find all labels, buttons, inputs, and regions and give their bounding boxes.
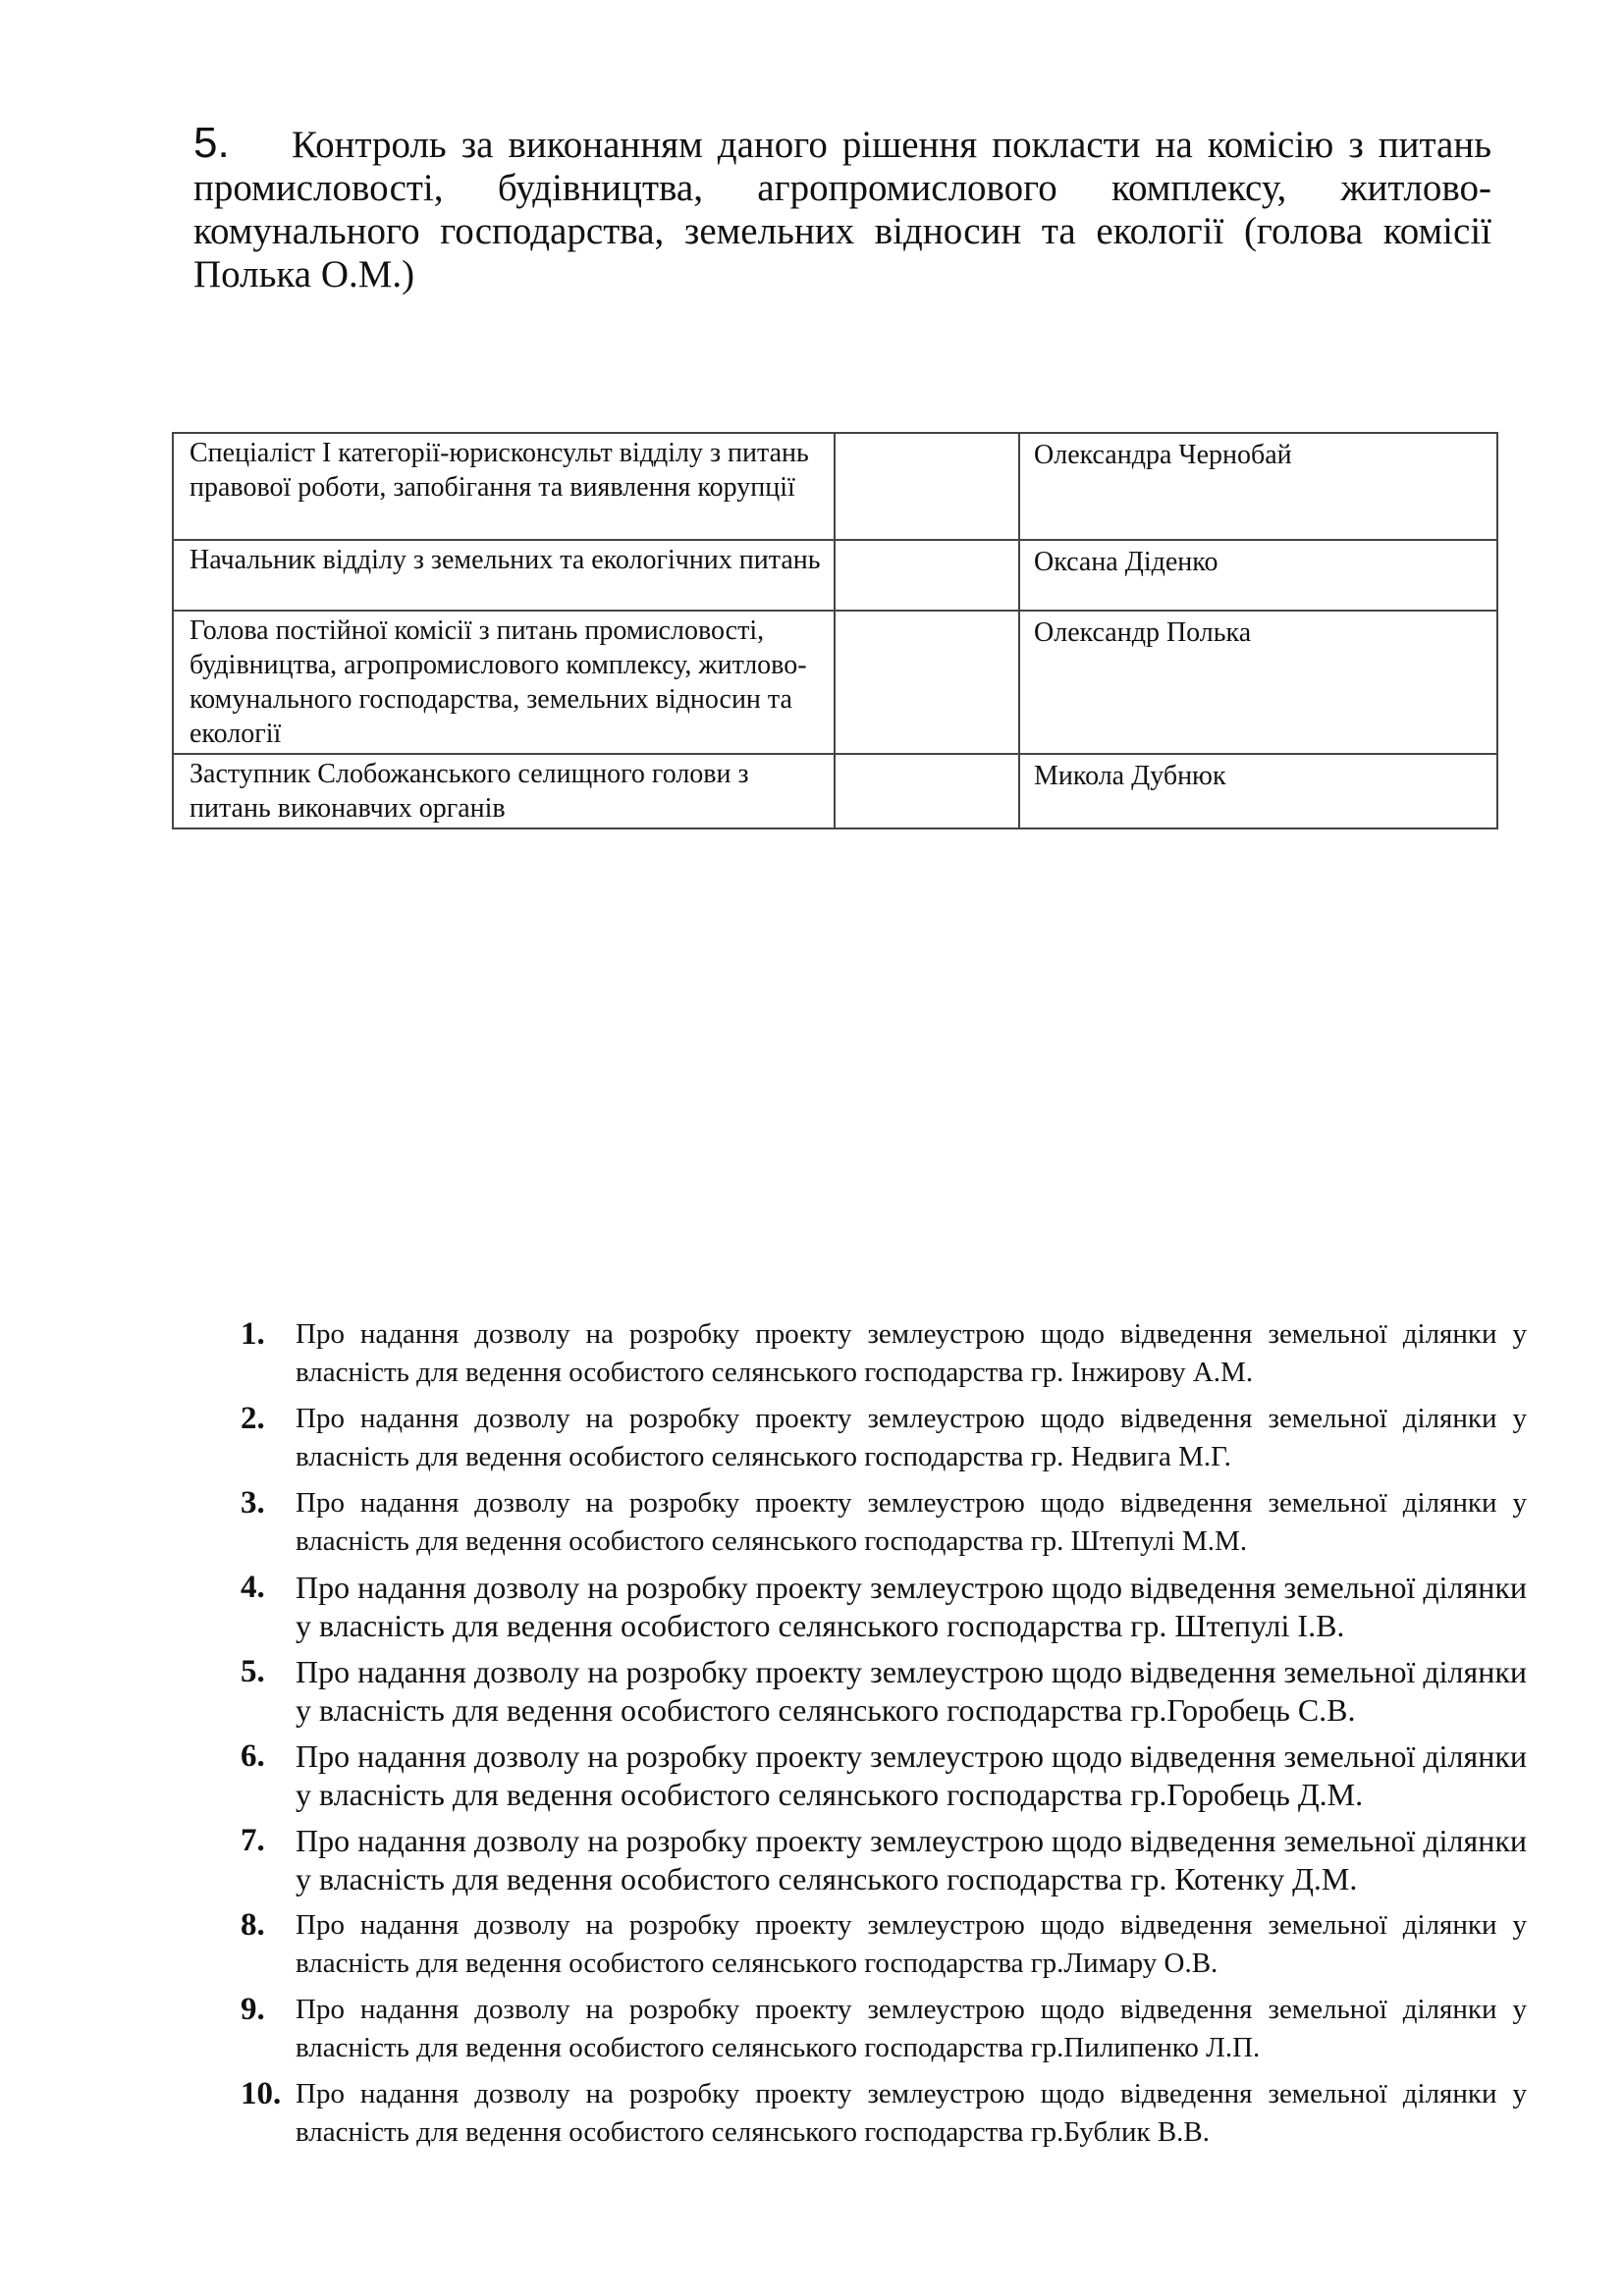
signature-cell (835, 754, 1019, 828)
list-item (241, 1484, 1527, 1561)
list-item-number: 2. (241, 1401, 265, 1436)
table-row (173, 433, 1497, 540)
position-cell: Спеціаліст І категорії-юрисконсульт відділу з питань правової роботи, запобігання та виявлення корупції (173, 433, 835, 540)
list-item-text: Про надання дозволу на розробку проекту землеустрою щодо відведення земельної ділянки у власність для ведення особистого селянського господарства гр. Штепулі М.М. (296, 1487, 1527, 1557)
list-item-text: Про надання дозволу на розробку проекту землеустрою щодо відведення земельної ділянки у власність для ведення особистого селянського господарства гр. Інжирову А.М. (296, 1318, 1527, 1388)
position-cell: Заступник Слобожанського селищного голови з питань виконавчих органів (173, 754, 835, 828)
list-item (241, 1653, 1527, 1730)
list-item-number: 6. (241, 1738, 265, 1774)
list-item-text: Про надання дозволу на розробку проекту землеустрою щодо відведення земельної ділянки у власність для ведення особистого селянського господарства гр.Бублик В.В. (296, 2078, 1527, 2148)
table-row (173, 754, 1497, 828)
list-item (241, 1991, 1527, 2067)
name-cell: Олександра Чернобай (1019, 433, 1497, 540)
list-item-number: 1. (241, 1316, 265, 1352)
control-paragraph (193, 119, 1491, 296)
list-item (241, 1569, 1527, 1645)
list-item-text: Про надання дозволу на розробку проекту землеустрою щодо відведення земельної ділянки у власність для ведення особистого селянського господарства гр. Котенку Д.М. (296, 1823, 1527, 1896)
list-item-number: 9. (241, 1992, 265, 2027)
name-cell: Микола Дубнюк (1019, 754, 1497, 828)
list-item-number: 7. (241, 1823, 265, 1858)
position-cell: Начальник відділу з земельних та екологічних питань (173, 540, 835, 611)
list-item-text: Про надання дозволу на розробку проекту землеустрою щодо відведення земельної ділянки у власність для ведення особистого селянського господарства гр. Штепулі І.В. (296, 1570, 1527, 1643)
list-item (241, 1822, 1527, 1898)
signature-cell (835, 611, 1019, 754)
list-item (241, 1315, 1527, 1392)
list-item-number: 5. (241, 1654, 265, 1689)
list-item (241, 1737, 1527, 1814)
position-cell: Голова постійної комісії з питань промисловості, будівництва, агропромислового комплексу, житлово-комунального господарства, земельних відносин та екології (173, 611, 835, 754)
list-item-number: 4. (241, 1570, 265, 1605)
list-item-text: Про надання дозволу на розробку проекту землеустрою щодо відведення земельної ділянки у власність для ведення особистого селянського господарства гр.Горобець С.В. (296, 1654, 1527, 1728)
table-row (173, 611, 1497, 754)
signature-cell (835, 540, 1019, 611)
list-item-text: Про надання дозволу на розробку проекту землеустрою щодо відведення земельної ділянки у власність для ведення особистого селянського господарства гр.Пилипенко Л.П. (296, 1994, 1527, 2063)
list-item-text: Про надання дозволу на розробку проекту землеустрою щодо відведення земельної ділянки у власність для ведення особистого селянського господарства гр.Горобець Д.М. (296, 1738, 1527, 1812)
list-item-number: 10. (241, 2076, 282, 2111)
list-item (241, 1906, 1527, 1983)
list-item-number: 8. (241, 1907, 265, 1943)
paragraph-text: Контроль за виконанням даного рішення покласти на комісію з питань промисловості, будівництва, агропромислового комплексу, житлово-комунального господарства, земельних відносин та екології (голова комісії Полька О.М.) (193, 124, 1491, 295)
list-item-number: 3. (241, 1485, 265, 1521)
list-item-text: Про надання дозволу на розробку проекту землеустрою щодо відведення земельної ділянки у власність для ведення особистого селянського господарства гр.Лимару О.В. (296, 1909, 1527, 1979)
signature-cell (835, 433, 1019, 540)
approval-table (172, 432, 1498, 829)
list-item (241, 2075, 1527, 2152)
name-cell: Оксана Діденко (1019, 540, 1497, 611)
list-item (241, 1400, 1527, 1476)
agenda-list (241, 1315, 1527, 2160)
table-row (173, 540, 1497, 611)
paragraph-number: 5. (193, 119, 230, 167)
list-item-text: Про надання дозволу на розробку проекту землеустрою щодо відведення земельної ділянки у власність для ведення особистого селянського господарства гр. Недвига М.Г. (296, 1403, 1527, 1472)
name-cell: Олександр Полька (1019, 611, 1497, 754)
